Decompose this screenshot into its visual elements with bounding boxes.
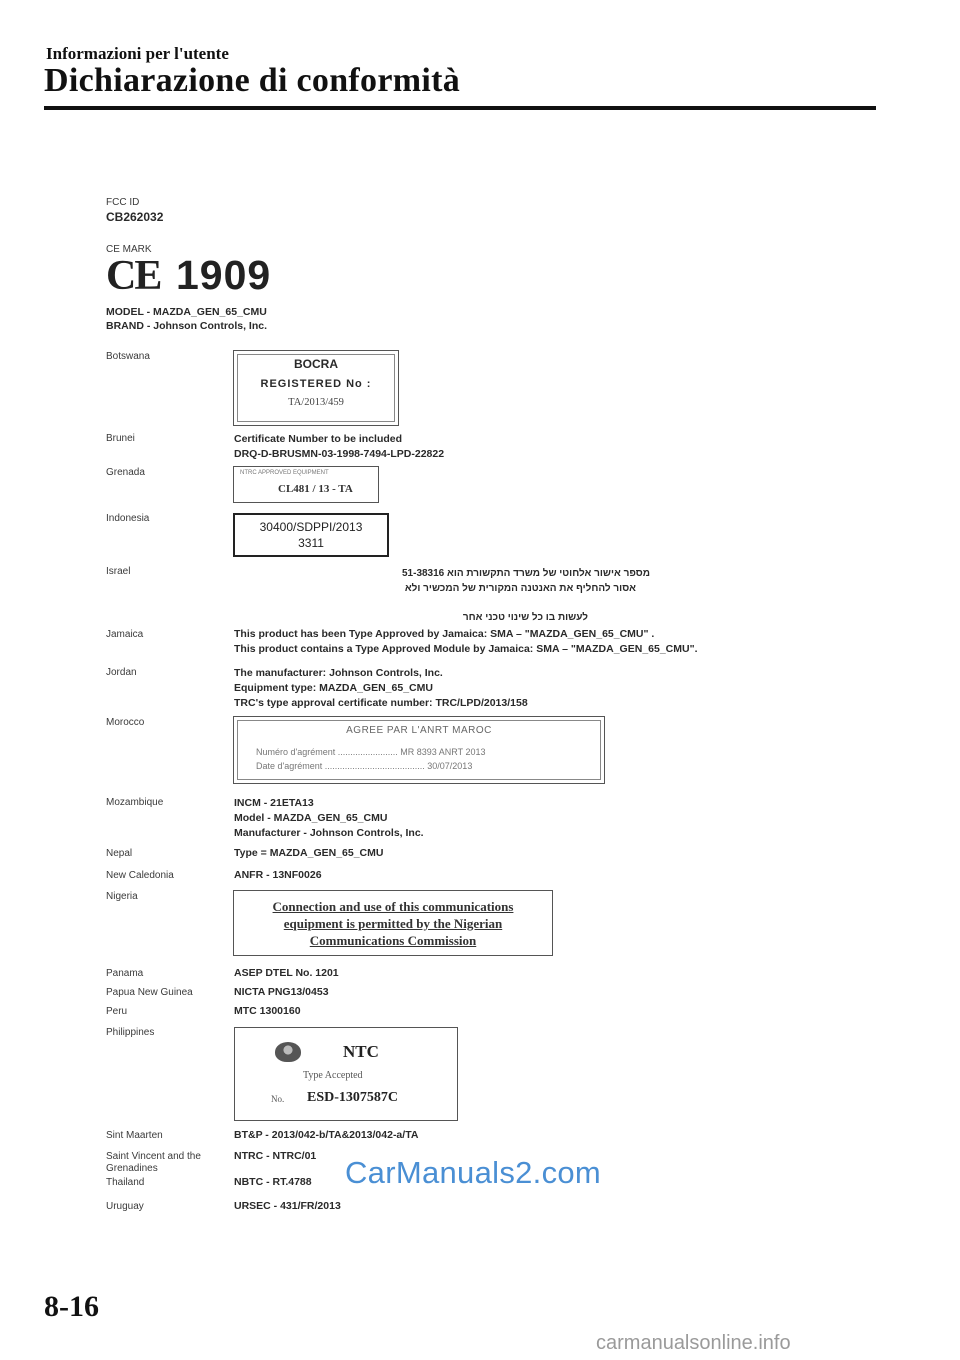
brunei-line1: Certificate Number to be included — [234, 433, 403, 445]
country-label: Jordan — [106, 667, 137, 678]
stamp-line: equipment is permitted by the Nigerian — [283, 916, 503, 931]
fcc-label: FCC ID — [106, 197, 140, 208]
jamaica-line2: This product contains a Type Approved Module by Jamaica: SMA – "MAZDA_GEN_65_CMU". — [234, 643, 698, 655]
peru-line1: MTC 1300160 — [234, 1005, 301, 1017]
stamp-small: NTRC APPROVED EQUIPMENT — [240, 470, 329, 476]
nepal-line1: Type = MAZDA_GEN_65_CMU — [234, 847, 384, 859]
jordan-line2: Equipment type: MAZDA_GEN_65_CMU — [234, 682, 433, 694]
ce-mark-logo: CE — [106, 253, 161, 299]
brunei-line2: DRQ-D-BRUSMN-03-1998-7494-LPD-22822 — [234, 448, 445, 460]
israel-line1: מספר אישור אלחוטי של משרד התקשורת הוא 51-38316 — [401, 568, 650, 579]
stamp-no-label: No. — [271, 1094, 285, 1104]
country-label: Philippines — [106, 1027, 155, 1038]
brand-text: BRAND - Johnson Controls, Inc. — [106, 320, 267, 332]
mozambique-line2: Model - MAZDA_GEN_65_CMU — [234, 812, 388, 824]
stamp-title: NTC — [343, 1042, 379, 1061]
country-label: New Caledonia — [106, 870, 174, 881]
thailand-line1: NBTC - RT.4788 — [234, 1176, 312, 1188]
watermark-text: CarManuals2.com — [345, 1155, 602, 1190]
country-label: Nigeria — [106, 891, 138, 902]
stamp-line: Communications Commission — [309, 933, 477, 948]
philippines-stamp — [234, 1027, 458, 1121]
country-label: Peru — [106, 1006, 128, 1017]
botswana-stamp — [233, 350, 399, 426]
country-label: Thailand — [106, 1177, 145, 1188]
indonesia-stamp — [233, 513, 389, 557]
page-number: 8-16 — [44, 1290, 99, 1323]
stamp-line: Numéro d'agrément ........................ MR 8393 ANRT 2013 — [256, 747, 486, 757]
stamp-title: AGREE PAR L'ANRT MAROC — [346, 725, 492, 736]
country-label: Mozambique — [106, 797, 164, 808]
ce-label: CE MARK — [106, 244, 152, 255]
country-label: Israel — [106, 566, 131, 577]
country-label: Botswana — [106, 351, 150, 362]
mozambique-line1: INCM - 21ETA13 — [234, 797, 314, 809]
stamp-title: BOCRA — [294, 357, 338, 371]
stamp-line: Connection and use of this communications — [272, 899, 514, 914]
morocco-stamp — [233, 716, 605, 784]
country-label: Papua New Guinea — [106, 987, 193, 998]
saint-vincent-line1: NTRC - NTRC/01 — [234, 1150, 317, 1162]
country-label: Sint Maarten — [106, 1130, 163, 1141]
country-label: Brunei — [106, 433, 135, 444]
country-label: Panama — [106, 968, 144, 979]
israel-line2: אסור להחליף את האנטנה המקורית של המכשיר ולא — [404, 583, 636, 594]
country-label: Saint Vincent and the Grenadines — [106, 1151, 201, 1174]
ce-number: 1909 — [176, 252, 272, 298]
stamp-line: Date d'agrément ........................................ 30/07/2013 — [256, 761, 473, 771]
title-rule — [44, 106, 876, 110]
panama-line1: ASEP DTEL No. 1201 — [234, 967, 339, 979]
stamp-value: CL481 / 13 - TA — [278, 483, 353, 495]
country-label: Uruguay — [106, 1201, 144, 1212]
jordan-line1: The manufacturer: Johnson Controls, Inc. — [234, 667, 443, 679]
country-label: Grenada — [106, 467, 145, 478]
section-label: Informazioni per l'utente — [46, 44, 229, 63]
newcal-line1: ANFR - 13NF0026 — [234, 869, 322, 881]
sint-maarten-line1: BT&P - 2013/042-b/TA&2013/042-a/TA — [234, 1129, 419, 1141]
nigeria-stamp — [233, 890, 553, 956]
png-line1: NICTA PNG13/0453 — [234, 986, 329, 998]
grenada-stamp — [233, 466, 379, 503]
footer-site[interactable]: carmanualsonline.info — [596, 1332, 791, 1354]
uruguay-line1: URSEC - 431/FR/2013 — [234, 1200, 341, 1212]
stamp-line: REGISTERED No : — [260, 378, 372, 390]
stamp-line: Type Accepted — [303, 1070, 363, 1081]
country-label: Morocco — [106, 717, 145, 728]
stamp-value: ESD-1307587C — [307, 1090, 399, 1105]
model-text: MODEL - MAZDA_GEN_65_CMU — [106, 306, 267, 318]
country-label: Indonesia — [106, 513, 150, 524]
country-label: Nepal — [106, 848, 133, 859]
fcc-value: CB262032 — [106, 210, 164, 224]
country-label: Jamaica — [106, 629, 144, 640]
stamp-line: TA/2013/459 — [288, 397, 344, 408]
stamp-line: 30400/SDPPI/2013 — [259, 520, 363, 534]
stamp-line: 3311 — [298, 536, 324, 550]
jamaica-line1: This product has been Type Approved by Jamaica: SMA – "MAZDA_GEN_65_CMU" . — [234, 628, 655, 640]
page-title: Dichiarazione di conformità — [44, 62, 461, 99]
israel-line3: לעשות בו כל שינוי טכני אחר — [462, 612, 588, 623]
mozambique-line3: Manufacturer - Johnson Controls, Inc. — [234, 827, 424, 839]
jordan-line3: TRC's type approval certificate number: TRC/LPD/2013/158 — [234, 697, 528, 709]
ntc-seal-icon — [275, 1042, 301, 1062]
